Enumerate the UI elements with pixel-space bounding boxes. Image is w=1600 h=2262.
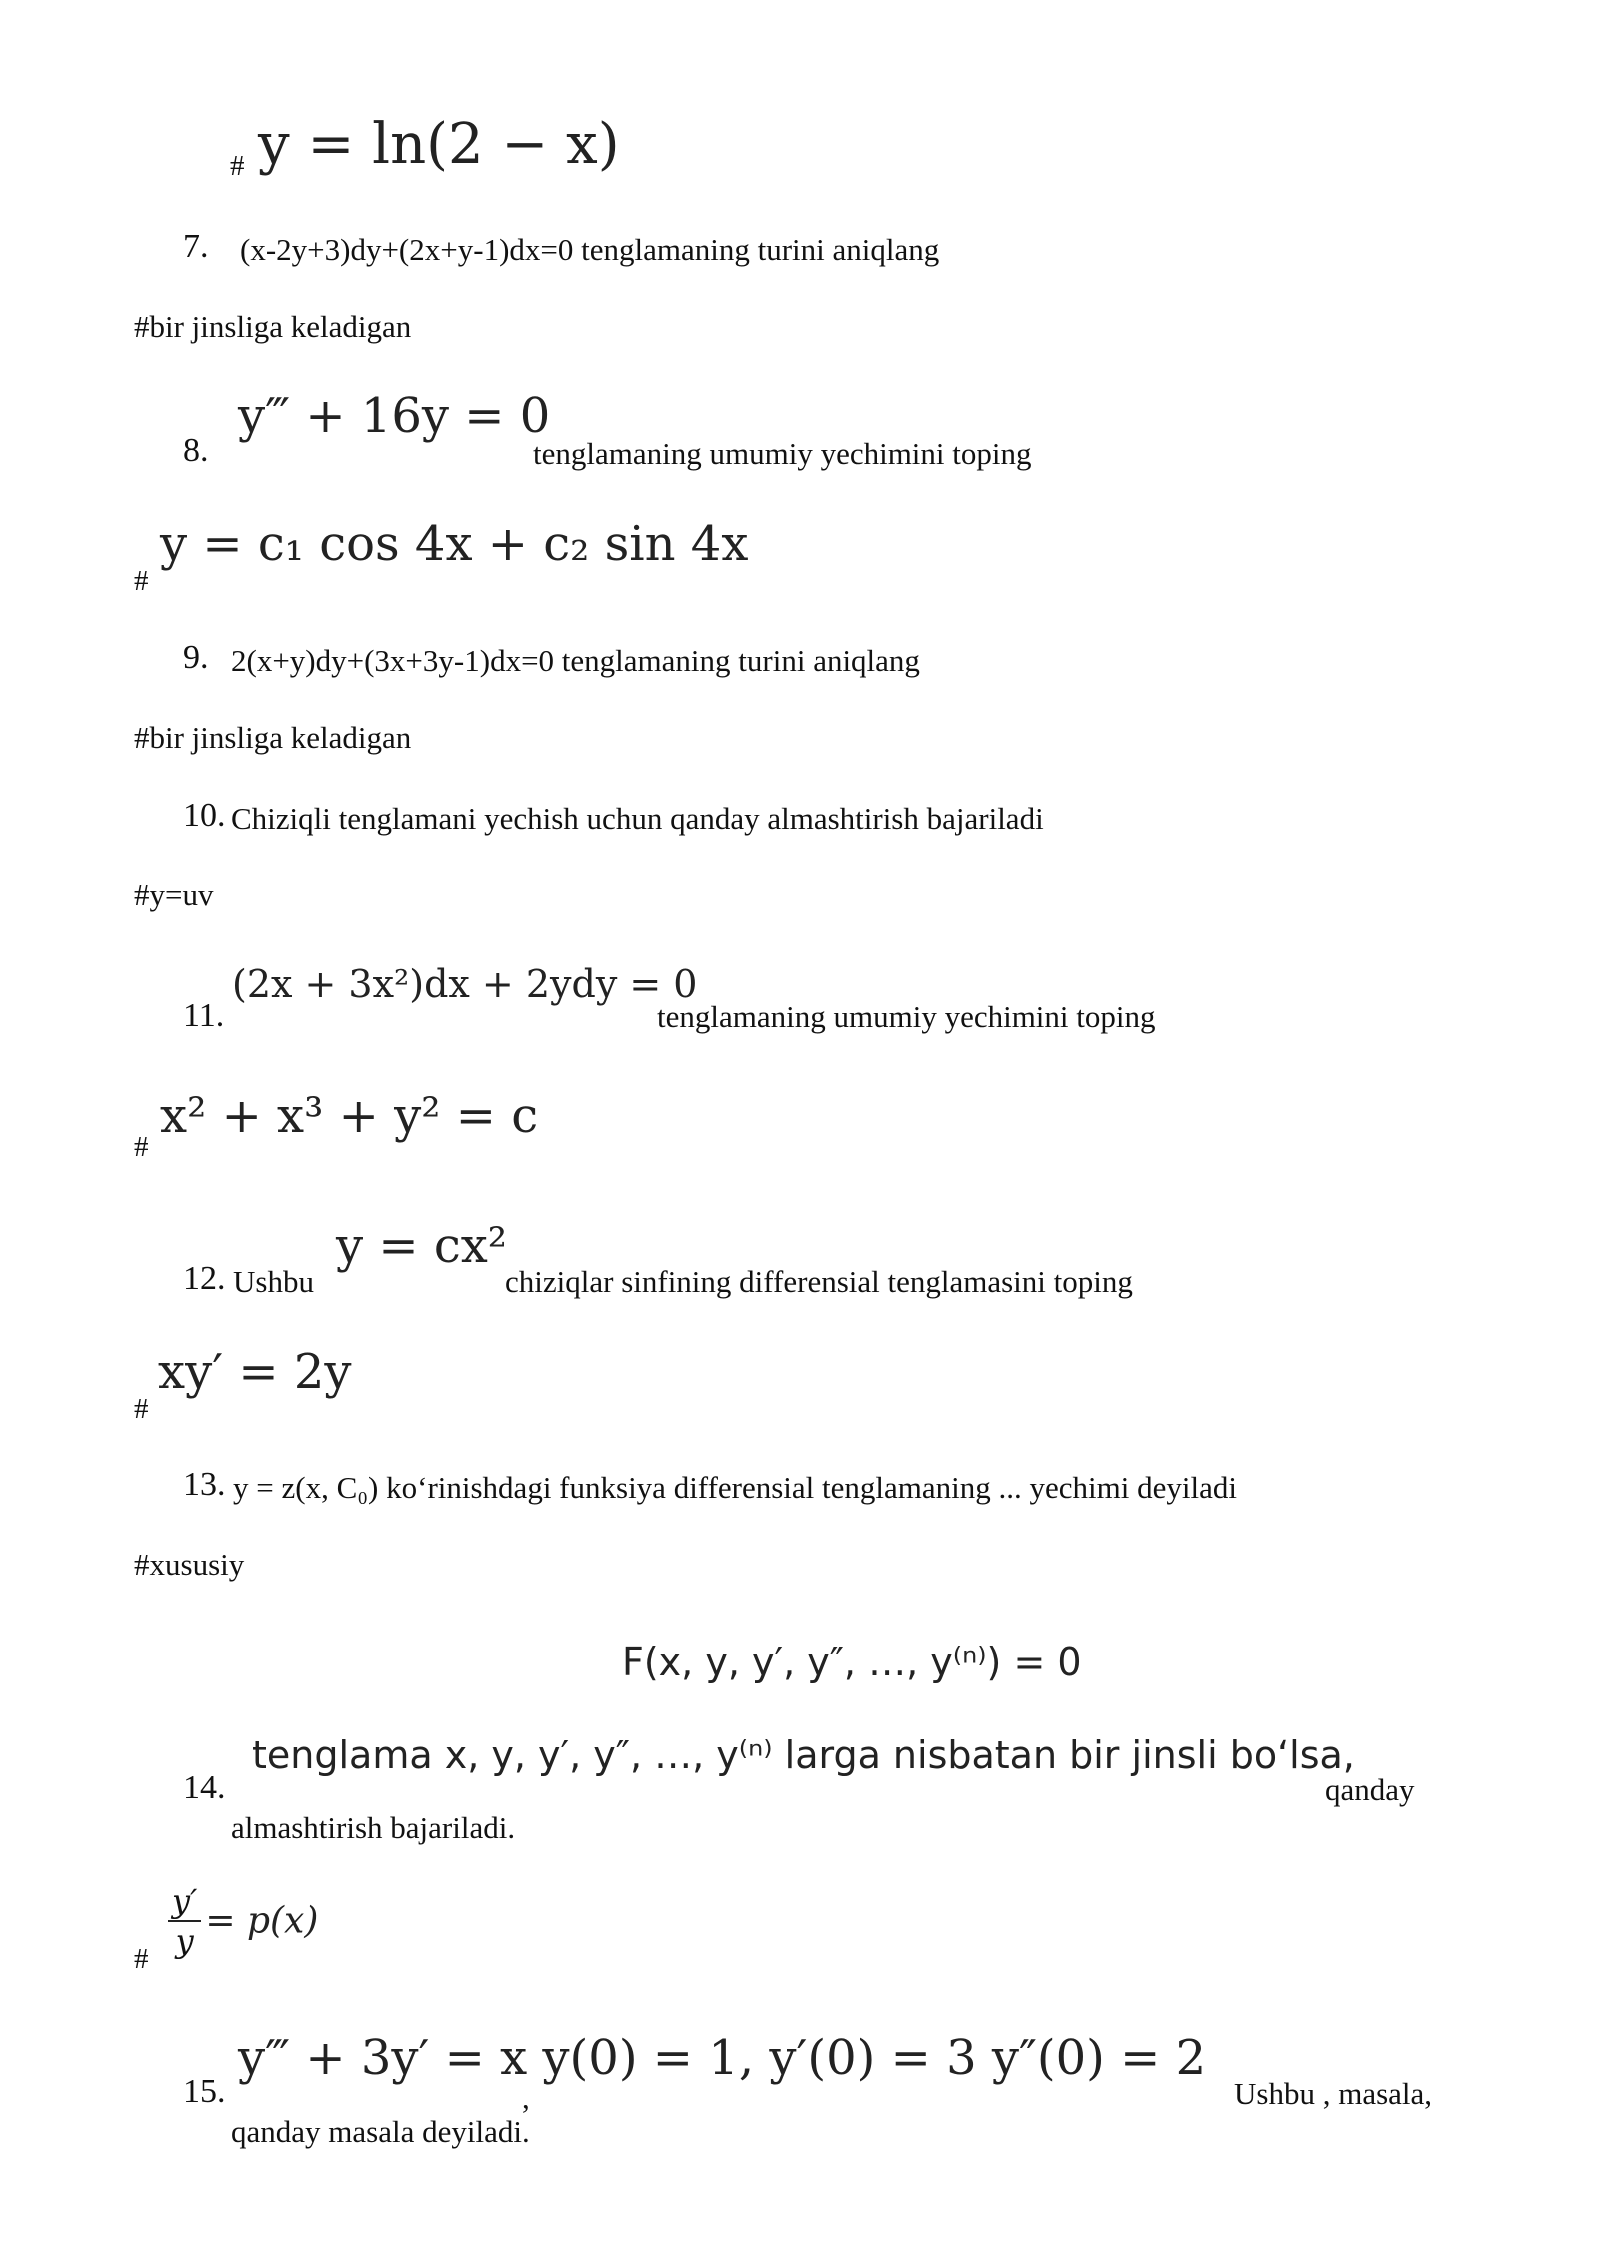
- answer-numerator: y′: [168, 1882, 201, 1922]
- question-number: 15.: [183, 2073, 226, 2110]
- question-number: 12.: [183, 1260, 226, 1297]
- question-text: 2(x+y)dy+(3x+3y-1)dx=0 tenglamaning turini aniqlang: [231, 643, 920, 678]
- question-number: 10.: [183, 797, 226, 834]
- question-formula: y‴ + 16y = 0: [238, 388, 551, 444]
- answer-formula: [168, 1882, 318, 1960]
- answer-text: #bir jinsliga keladigan: [134, 720, 412, 755]
- answer-formula: y = ln(2 − x): [258, 112, 620, 177]
- question-text: (x-2y+3)dy+(2x+y-1)dx=0 tenglamaning turini aniqlang: [240, 232, 940, 267]
- answer-formula: x² + x³ + y² = c: [160, 1088, 539, 1144]
- question-text: Chiziqli tenglamani yechish uchun qanday almashtirish bajariladi: [231, 801, 1044, 836]
- answer-text: #y=uv: [134, 877, 214, 912]
- question-formula: (2x + 3x²)dx + 2ydy = 0: [232, 962, 698, 1006]
- answer-fraction: [168, 1882, 201, 1960]
- answer-text: #bir jinsliga keladigan: [134, 309, 412, 344]
- question-text: y = z(x, C₀) ko‘rinishdagi funksiya differensial tenglamaning ... yechimi deyiladi: [233, 1470, 1237, 1505]
- question-text-line2: qanday masala deyiladi.: [231, 2114, 530, 2149]
- question-text-line2: almashtirish bajariladi.: [231, 1810, 516, 1845]
- question-number: 9.: [183, 639, 209, 676]
- question-text: qanday: [1325, 1772, 1415, 1807]
- question-formula-line: tenglama x, y, y′, y″, …, y⁽ⁿ⁾ larga nisbatan bir jinsli bo‘lsa,: [252, 1733, 1355, 1777]
- answer-marker: #: [134, 565, 149, 597]
- question-number: 11.: [183, 997, 225, 1034]
- question-text: chiziqlar sinfining differensial tenglamasini toping: [505, 1264, 1133, 1299]
- answer-marker: #: [134, 1393, 149, 1425]
- question-text: tenglamaning umumiy yechimini toping: [657, 999, 1156, 1034]
- question-number: 7.: [183, 228, 209, 265]
- answer-formula: xy′ = 2y: [158, 1344, 352, 1400]
- answer-marker: #: [134, 1943, 149, 1975]
- question-lead: Ushbu: [233, 1264, 314, 1299]
- question-formula: F(x, y, y′, y″, …, y⁽ⁿ⁾) = 0: [622, 1640, 1082, 1684]
- question-number: 8.: [183, 432, 209, 469]
- answer-text: #xususiy: [134, 1547, 245, 1582]
- answer-denominator: y: [175, 1922, 194, 1960]
- formula-comma: ,: [522, 2080, 530, 2115]
- question-formula: y‴ + 3y′ = x y(0) = 1, y′(0) = 3 y″(0) = 2: [238, 2030, 1207, 2086]
- question-formula: y = cx²: [336, 1218, 508, 1274]
- answer-rhs: = p(x): [205, 1900, 319, 1942]
- answer-formula: y = c₁ cos 4x + c₂ sin 4x: [160, 516, 749, 572]
- answer-marker: #: [230, 150, 245, 182]
- question-number: 13.: [183, 1466, 226, 1503]
- question-number: 14.: [183, 1769, 226, 1806]
- answer-marker: #: [134, 1131, 149, 1163]
- question-text: Ushbu , masala,: [1234, 2076, 1433, 2111]
- question-text: tenglamaning umumiy yechimini toping: [533, 436, 1032, 471]
